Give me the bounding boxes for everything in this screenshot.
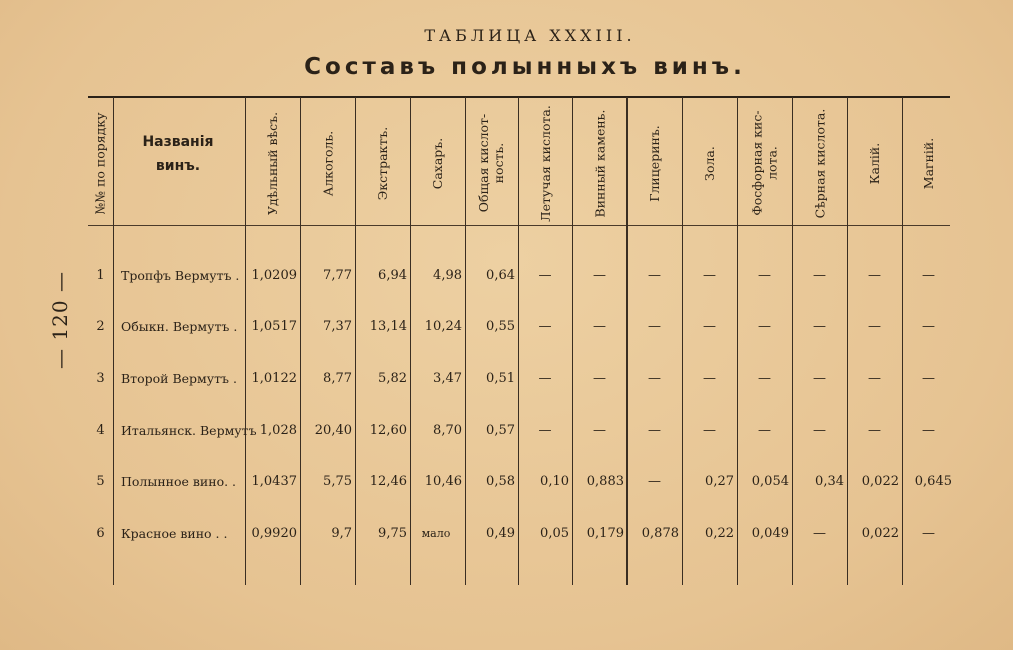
empty-value: — [538,319,552,334]
empty-value: — [868,371,881,386]
column-header-cell [847,104,902,222]
table-cell: мало [421,527,451,540]
empty-value: — [758,423,771,438]
table-cell: 20,40 [314,423,352,438]
row-number: 4 [96,423,105,438]
column-header: Магній. [921,137,936,189]
column-header-cell [465,104,518,222]
index-header: №№ по порядку [93,111,109,215]
table-cell: 7,37 [323,319,352,334]
empty-value: — [648,371,661,386]
table-cell: 0,57 [486,423,515,438]
table-cell: 10,46 [424,474,462,489]
empty-value: — [922,268,935,283]
empty-value: — [703,268,716,283]
table-cell: 0,10 [540,474,569,489]
page-number: — 120 — [48,271,72,369]
table-row [88,419,950,443]
table-cell: 9,7 [331,526,352,541]
table-cell: 0,49 [486,526,515,541]
table-cell: 1,0517 [251,319,297,334]
table-cell: 0,179 [586,526,624,541]
empty-value: — [868,423,881,438]
empty-value: — [813,268,826,283]
table-cell: 10,24 [424,319,462,334]
table-cell: 0,022 [861,526,899,541]
table-cell: 7,77 [323,268,352,283]
table-cell: 0,022 [861,474,899,489]
column-header: Летучая кислота. [537,104,553,222]
index-header-cell [88,104,113,222]
column-header: Алкоголь. [320,130,336,196]
table-cell: 9,75 [378,526,407,541]
row-number: 1 [96,268,105,283]
top-rule [88,96,950,98]
row-number: 6 [96,526,105,541]
table-cell: 0,05 [540,526,569,541]
column-header-cell [355,104,410,222]
column-header-cell [902,104,955,222]
empty-value: — [703,423,716,438]
table-row [88,264,950,288]
empty-value: — [922,526,935,541]
table-cell: 0,883 [586,474,624,489]
table-cell: 1,028 [259,423,297,438]
table-row [88,367,950,391]
wine-name: Итальянск. Вермутъ [121,423,257,438]
empty-value: — [922,423,935,438]
empty-value: — [758,268,771,283]
column-header: Сѣрная кислота. [812,108,828,218]
column-header-cell [627,104,682,222]
wine-name: Полынное вино. . [121,474,237,489]
column-header: Удѣльный вѣсъ. [265,111,281,215]
table-cell: 0,64 [486,268,515,283]
table-cell: 1,0209 [251,268,297,283]
table-cell: 0,054 [751,474,789,489]
table-cell: 0,645 [914,474,952,489]
column-header-cell [300,104,355,222]
empty-value: — [648,423,661,438]
row-number: 5 [96,474,105,489]
row-number: 3 [96,371,105,386]
table-cell: 12,60 [369,423,407,438]
table-cell: 0,22 [705,526,734,541]
table-row [88,315,950,339]
table-cell: 0,58 [486,474,515,489]
table-cell: 0,34 [815,474,844,489]
column-header: Калій. [867,142,882,184]
empty-value: — [593,423,606,438]
empty-value: — [922,319,935,334]
page-title: Составъ полынныхъ винъ. [304,54,746,80]
table-cell: 4,98 [433,268,462,283]
column-header-cell [737,104,792,222]
names-header [113,130,243,178]
table-cell: 13,14 [369,319,407,334]
table-label: ТАБЛИЦА XXXIII. [424,26,636,45]
empty-value: — [758,371,771,386]
column-header: Глицеринъ. [647,124,663,202]
wine-name: Второй Вермутъ . [121,371,237,386]
table-cell: 1,0437 [251,474,297,489]
table-cell: 0,51 [486,371,515,386]
table-cell: 0,27 [705,474,734,489]
names-header-line1: Названія [142,134,214,150]
column-header: Сахаръ. [429,137,445,189]
empty-value: — [813,319,826,334]
table-cell: 0,55 [486,319,515,334]
empty-value: — [758,319,771,334]
column-header-cell [518,104,572,222]
empty-value: — [922,371,935,386]
empty-value: — [813,423,826,438]
table-cell: 8,70 [433,423,462,438]
wine-name: Тропфъ Вермутъ . [121,268,240,283]
empty-value: — [593,268,606,283]
table-cell: 0,9920 [251,526,297,541]
column-header-cell [792,104,847,222]
empty-value: — [703,371,716,386]
empty-value: — [648,474,661,489]
wine-name: Обыкн. Вермутъ . [121,319,238,334]
empty-value: — [593,371,606,386]
empty-value: — [538,268,552,283]
table-row [88,522,950,546]
column-header: Винный камень. [592,109,607,217]
empty-value: — [648,319,661,334]
empty-value: — [538,423,552,438]
column-header-cell [245,104,300,222]
empty-value: — [703,319,716,334]
empty-value: — [868,268,881,283]
column-header: Фосфорная кис- лота. [749,110,780,216]
empty-value: — [648,268,661,283]
table-cell: 8,77 [323,371,352,386]
column-header-cell [410,104,465,222]
table-cell: 1,0122 [251,371,297,386]
header-rule [88,225,950,226]
column-header: Экстрактъ. [375,126,390,200]
empty-value: — [813,371,826,386]
table-cell: 3,47 [433,371,462,386]
empty-value: — [538,371,552,386]
column-header: Зола. [702,145,717,181]
table-cell: 12,46 [369,474,407,489]
column-header-cell [682,104,737,222]
names-header-line2: винъ. [155,158,201,174]
empty-value: — [593,319,606,334]
table-cell: 0,878 [641,526,679,541]
column-header: Общая кислот- ность. [476,113,507,213]
empty-value: — [813,526,826,541]
table-cell: 6,94 [378,268,407,283]
row-number: 2 [96,319,105,334]
column-header-cell [572,104,627,222]
table-cell: 0,049 [751,526,789,541]
wine-name: Красное вино . . [121,526,228,541]
table-cell: 5,82 [378,371,407,386]
table-row [88,470,950,494]
table-cell: 5,75 [323,474,352,489]
empty-value: — [868,319,881,334]
